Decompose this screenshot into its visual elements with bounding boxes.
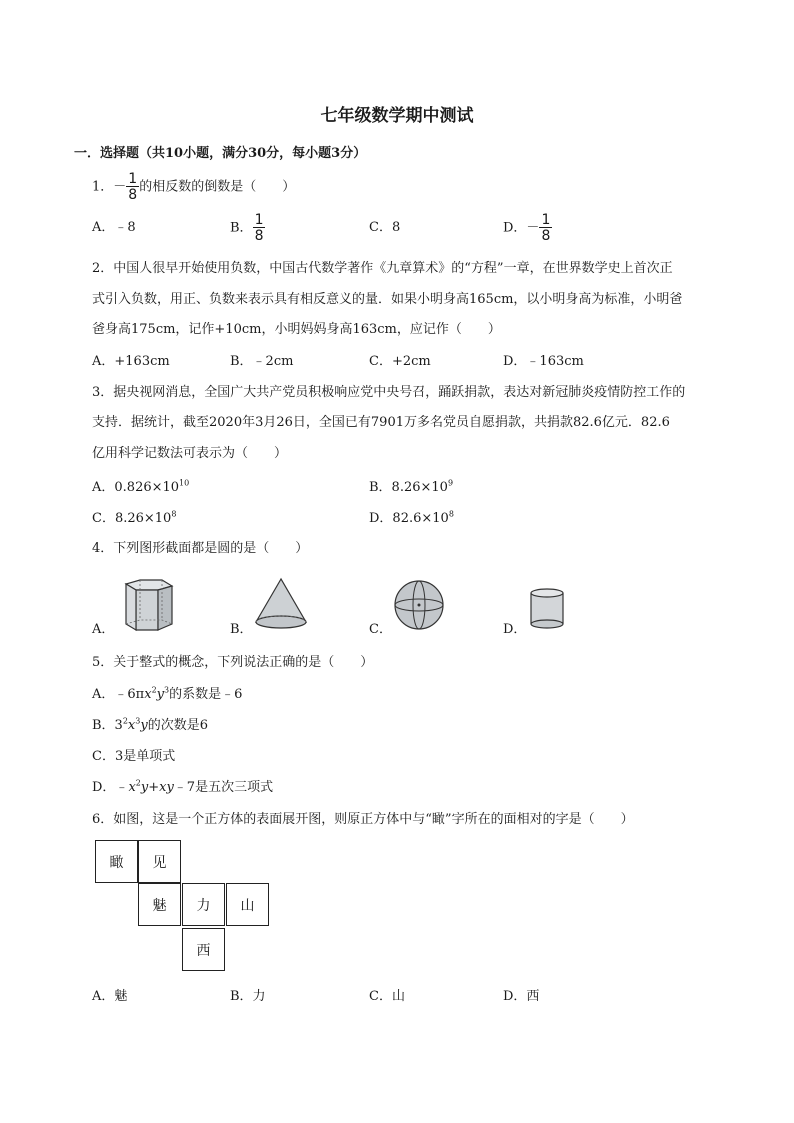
net-cell-kan: 瞰 <box>95 840 138 883</box>
q5-option-a-pre: A．﹣6π <box>92 687 145 702</box>
q5-option-d-exp1: 2 <box>135 778 141 788</box>
q1-frac-num: 1 <box>128 171 138 187</box>
q5-option-d-post: ﹣7是五次三项式 <box>173 780 274 795</box>
q3-option-a-base: A．0.826×10 <box>92 480 180 495</box>
sphere-figure <box>392 578 446 632</box>
q5-option-a-y: y <box>156 687 165 702</box>
q5-option-b-post: 的次数是6 <box>147 718 208 733</box>
q5-option-b <box>92 716 208 733</box>
q1-stem: 的相反数的倒数是（ ） <box>139 179 296 195</box>
q3-option-a-exp: 10 <box>179 478 190 488</box>
q3-option-c-exp: 8 <box>171 509 177 519</box>
q3-option-d-exp: 8 <box>448 509 454 519</box>
q3-line-2: 支持．据统计，截至2020年3月26日，全国已有7901万多名党员自愿捐款，共捐款82.6亿元．82.6 <box>92 415 670 430</box>
q6-option-c: C．山 <box>369 989 405 1004</box>
q5-stem: 5．关于整式的概念，下列说法正确的是（ ） <box>92 655 374 670</box>
q5-option-d <box>92 778 274 795</box>
q1-minus: － <box>113 179 127 195</box>
q5-option-b-exp0: 2 <box>122 716 128 726</box>
q3-option-b-exp: 9 <box>447 478 454 488</box>
q6-option-a: A．魅 <box>92 989 128 1004</box>
q5-option-d-pre: D．﹣ <box>92 780 129 795</box>
q1-option-d-fraction <box>539 213 552 243</box>
section-heading: 一．选择题（共10小题，满分30分，每小题3分） <box>74 146 367 161</box>
q3-option-c <box>92 509 177 526</box>
q1-option-a: A．﹣8 <box>92 220 136 235</box>
q5-option-a-exp2: 3 <box>164 685 170 695</box>
question-1 <box>92 172 295 202</box>
q2-option-b: B．﹣2cm <box>230 354 294 369</box>
q1-number: 1． <box>92 179 114 195</box>
q5-option-b-exp1: 3 <box>135 716 141 726</box>
q1-option-b <box>230 213 265 243</box>
q3-option-a <box>92 478 190 495</box>
q1-frac-den: 8 <box>128 187 138 203</box>
q5-option-a-post: 的系数是﹣6 <box>169 687 243 702</box>
q4-option-a: A． <box>92 622 115 637</box>
q3-option-c-base: C．8.26×10 <box>92 511 172 526</box>
cylinder-figure <box>527 588 567 630</box>
q5-option-d-mid: y+xy <box>140 780 174 795</box>
q1-option-d <box>503 213 552 243</box>
page-title: 七年级数学期中测试 <box>320 106 474 126</box>
q3-option-b-base: B．8.26×10 <box>369 480 448 495</box>
q2-option-c: C．+2cm <box>369 354 431 369</box>
q5-option-c: C．3是单项式 <box>92 749 176 764</box>
net-cell-li: 力 <box>182 883 225 926</box>
q5-option-b-y: y <box>140 718 148 733</box>
cone-figure <box>252 576 310 632</box>
q1-option-b-num: 1 <box>254 212 264 228</box>
q3-option-d <box>369 509 454 526</box>
q3-line-3: 亿用科学记数法可表示为（ ） <box>92 446 288 461</box>
q2-option-a: A．+163cm <box>92 354 170 369</box>
q5-option-a <box>92 685 243 702</box>
net-cell-jian: 见 <box>138 840 181 883</box>
q2-option-d: D．﹣163cm <box>503 354 584 369</box>
q6-option-d: D．西 <box>503 989 540 1004</box>
q5-option-b-x: x <box>127 718 136 733</box>
q2-line-3: 爸身高175cm，记作+10cm，小明妈妈身高163cm，应记作（ ） <box>92 322 501 337</box>
q6-option-b: B．力 <box>230 989 266 1004</box>
q3-option-b <box>369 478 454 495</box>
q5-option-b-pre: B．3 <box>92 718 123 733</box>
q1-option-d-label: D．－ <box>503 220 540 236</box>
q4-stem: 4．下列图形截面都是圆的是（ ） <box>92 541 309 556</box>
q1-option-d-den: 8 <box>541 228 551 244</box>
q1-option-d-num: 1 <box>541 212 551 228</box>
hexagonal-prism-figure <box>118 578 176 634</box>
q1-option-c: C．8 <box>369 220 401 235</box>
q5-option-d-x: x <box>128 780 136 795</box>
net-cell-mei: 魅 <box>138 883 181 926</box>
q3-option-d-base: D．82.6×10 <box>369 511 449 526</box>
q5-option-a-x: x <box>144 687 152 702</box>
q2-line-2: 式引入负数，用正、负数来表示具有相反意义的量．如果小明身高165cm，以小明身高为标准，小明爸 <box>92 292 683 307</box>
net-cell-xi: 西 <box>182 928 225 971</box>
q4-option-b: B． <box>230 622 253 637</box>
q5-option-a-exp1: 2 <box>151 685 157 695</box>
q1-option-b-den: 8 <box>254 228 264 244</box>
q6-stem: 6．如图，这是一个正方体的表面展开图，则原正方体中与“瞰”字所在的面相对的字是（ ） <box>92 812 634 827</box>
q1-option-b-label: B． <box>230 220 253 236</box>
q4-option-d: D． <box>503 622 527 637</box>
q1-option-b-fraction <box>253 213 266 243</box>
q2-line-1: 2．中国人很早开始使用负数，中国古代数学著作《九章算术》的“方程”一章，在世界数学史上首次正 <box>92 261 673 276</box>
q4-option-c: C． <box>369 622 392 637</box>
q3-line-1: 3．据央视网消息，全国广大共产党员积极响应党中央号召，踊跃捐款，表达对新冠肺炎疫情防控工作的 <box>92 385 686 400</box>
net-cell-shan: 山 <box>226 883 269 926</box>
q1-fraction <box>126 172 139 202</box>
